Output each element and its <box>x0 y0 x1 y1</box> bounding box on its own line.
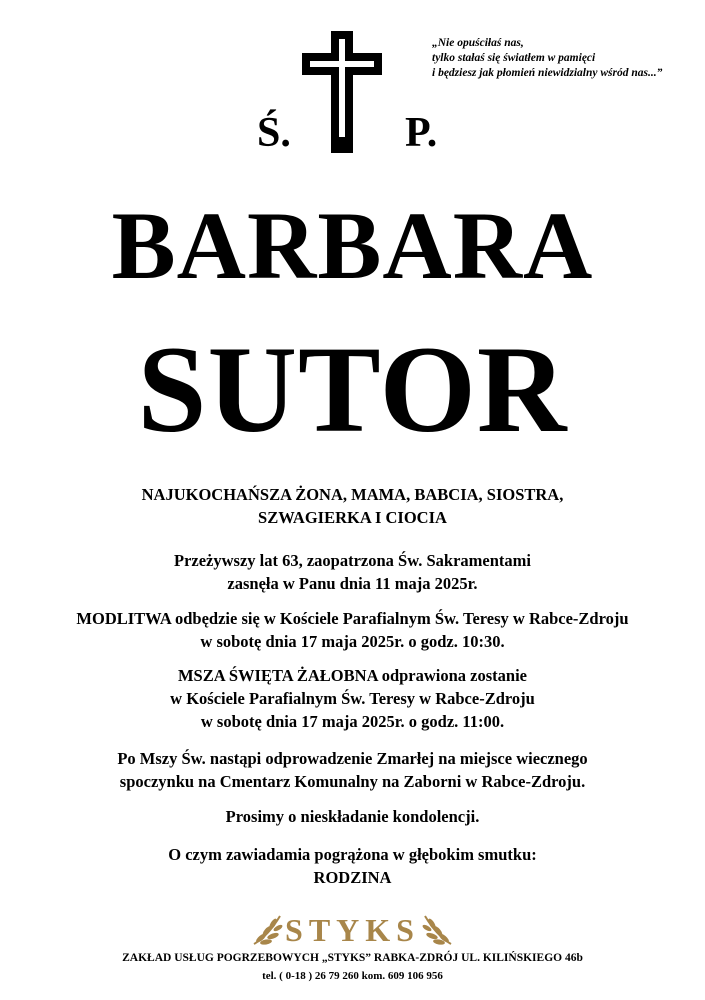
age-paragraph <box>0 549 705 595</box>
notice-paragraph <box>0 843 705 889</box>
relations-line-2: SZWAGIERKA I CIOCIA <box>258 508 447 527</box>
notice-line-2: RODZINA <box>313 868 392 887</box>
quote-line-3: i będziesz jak płomień niewidzialny wśród nas...” <box>432 67 663 79</box>
mass-line-2: w Kościele Parafialnym Św. Teresy w Rabce-Zdroju <box>170 689 535 708</box>
quote-line-2: tylko stałaś się światłem w pamięci <box>432 52 596 64</box>
deceased-first-name: BARBARA <box>111 192 594 299</box>
sp-right-initial: P. <box>405 110 438 156</box>
cross-icon <box>302 31 382 153</box>
condolence-note: Prosimy o nieskładanie kondolencji. <box>225 807 480 826</box>
mass-line-1: MSZA ŚWIĘTA ŻAŁOBNA odprawiona zostanie <box>177 666 527 685</box>
funeral-home-name: ZAKŁAD USŁUG POGRZEBOWYCH „STYKS” RABKA-ZDRÓJ UL. KILIŃSKIEGO 46b <box>122 952 583 964</box>
epitaph-quote <box>432 36 702 81</box>
burial-paragraph <box>0 747 705 793</box>
funeral-home-phone: tel. ( 0-18 ) 26 79 260 kom. 609 106 956 <box>262 970 443 982</box>
laurel-branch-icon <box>254 916 283 946</box>
sp-left-initial: Ś. <box>257 110 291 156</box>
prayer-line-2: w sobotę dnia 17 maja 2025r. o godz. 10:30. <box>200 632 505 651</box>
relations-paragraph <box>0 483 705 529</box>
styks-logo <box>250 908 455 950</box>
mass-line-3: w sobotę dnia 17 maja 2025r. o godz. 11:00. <box>200 712 505 731</box>
prayer-line-1: MODLITWA odbędzie się w Kościele Parafialnym Św. Teresy w Rabce-Zdroju <box>76 609 629 628</box>
notice-line-1: O czym zawiadamia pogrążona w głębokim smutku: <box>168 845 537 864</box>
burial-line-2: spoczynku na Cmentarz Komunalny na Zaborni w Rabce-Zdroju. <box>119 772 586 791</box>
relations-line-1: NAJUKOCHAŃSZA ŻONA, MAMA, BABCIA, SIOSTRA, <box>141 485 564 504</box>
laurel-branch-icon <box>422 916 451 946</box>
burial-line-1: Po Mszy Św. nastąpi odprowadzenie Zmarłej na miejsce wiecznego <box>117 749 588 768</box>
logo-text: STYKS <box>285 912 420 948</box>
quote-line-1: „Nie opuściłaś nas, <box>432 37 524 49</box>
prayer-paragraph <box>0 607 705 653</box>
mass-paragraph <box>0 664 705 733</box>
deceased-last-name: SUTOR <box>137 321 568 458</box>
age-line-2: zasnęła w Panu dnia 11 maja 2025r. <box>227 574 478 593</box>
age-line-1: Przeżywszy lat 63, zaopatrzona Św. Sakramentami <box>174 551 531 570</box>
